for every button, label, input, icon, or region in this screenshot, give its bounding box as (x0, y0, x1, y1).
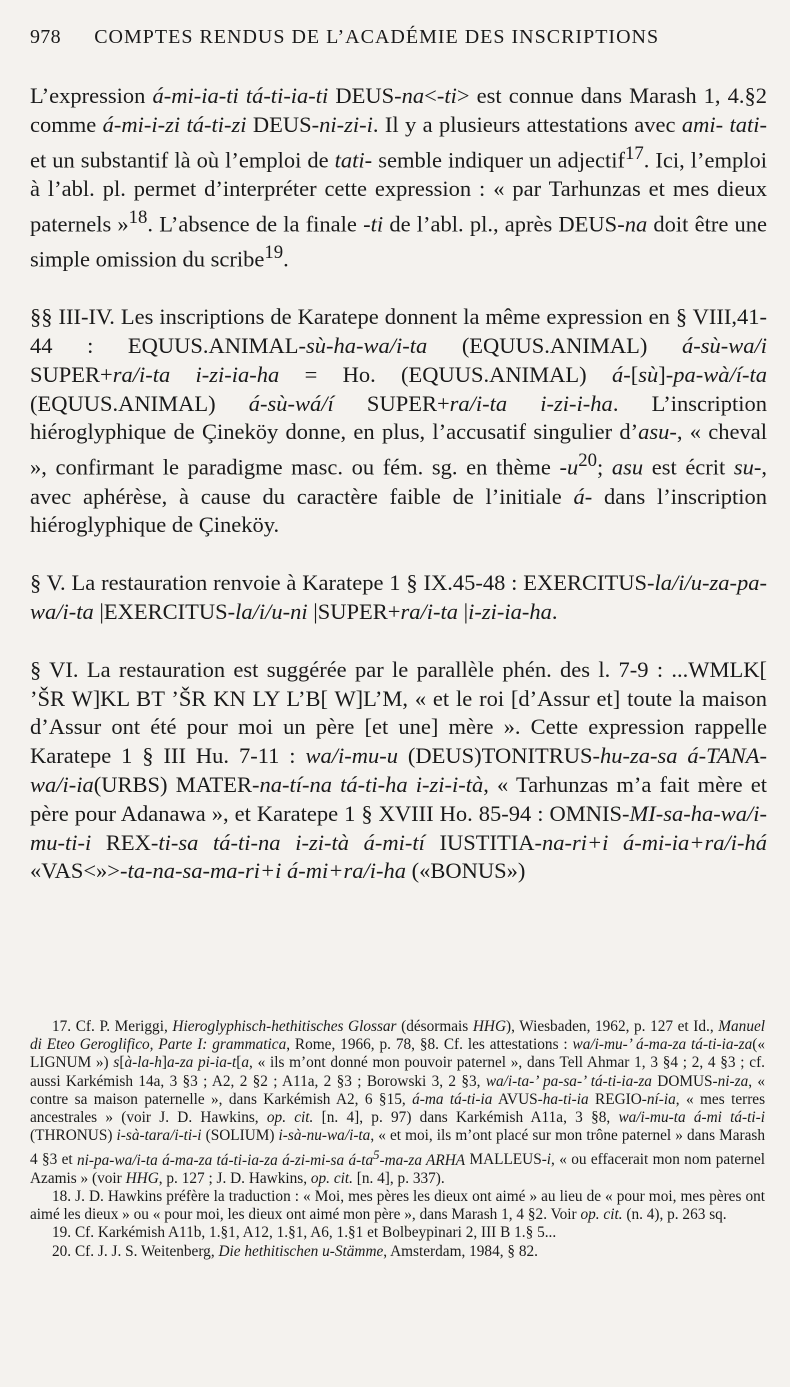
paragraph-section-6: § VI. La restauration est suggérée par le parallèle phén. des l. 7-9 : ...WMLK[ ’ŠR W]KL BT ’ŠR KN LY L’B[ W]L’M, « et le roi [d’Assur et] toute la maison d’Assur ont été pour moi un père [et une] mère ». Cette expression rappelle Karatepe 1 § III Hu. 7-11 : wa/i-mu-u (DEUS)TONITRUS-hu-za-sa á-TANA-wa/i-ia(URBS) MATER-na-tí-na tá-ti-ha i-zi-i-tà, « Tarhunzas m’a fait mère et père pour Adanawa », et Karatepe 1 § XVIII Ho. 85-94 : OMNIS-MI-sa-ha-wa/i-mu-ti-i REX-ti-sa tá-ti-na i-zi-tà á-mi-tí IUSTITIA-na-ri+i á-mi-ia+ra/i-há «VAS<»>-ta-na-sa-ma-ri+i á-mi+ra/i-ha («BONUS») (30, 656, 768, 884)
footnote-17: 17. Cf. P. Meriggi, Hieroglyphisch-hethitisches Glossar (désormais HHG), Wiesbaden, 1962, p. 127 et Id., Manuel di Eteo Geroglifico, Parte I: grammatica, Rome, 1966, p. 78, §8. Cf. les attestations : wa/i-mu-’ á-ma-za tá-ti-ia-za(« LIGNUM ») s[à-la-h]a-za pi-ia-t[a, « ils m’ont donné mon pouvoir paternel », dans Tell Ahmar 1, 3 §4 ; 2, 4 §3 ; cf. aussi Karkémish 14a, 3 §3 ; A2, 2 §2 ; A11a, 2 §3 ; Borowski 3, 2 §3, wa/i-ta-’ pa-sa-’ tá-ti-ia-za DOMUS-ni-za, « contre sa maison paternelle », dans Karkémish A2, 6 §15, á-ma tá-ti-ia AVUS-ha-ti-ia REGIO-ní-ia, « mes terres ancestrales » (voir J. D. Hawkins, op. cit. [n. 4], p. 97) dans Karkémish A11a, 3 §8, wa/i-mu-ta á-mi tá-ti-i (THRONUS) i-sà-tara/i-ti-i (SOLIUM) i-sà-nu-wa/i-ta, « et moi, ils m’ont placé sur mon trône paternel » dans Marash 4 §3 et ni-pa-wa/i-ta á-ma-za tá-ti-ia-za á-zi-mi-sa $á-ta^5-ma-za$ ARHA MALLEUS-i, « ou effacerait mon nom paternel Azamis » (voir HHG, p. 127 ; J. D. Hawkins, op. cit. [n. 4], p. 337). (30, 1018, 766, 1187)
page-number: 978 (30, 26, 61, 48)
running-header (30, 26, 770, 49)
main-text (30, 82, 767, 915)
footnote-19: 19. Cf. Karkémish A11b, 1.§1, A12, 1.§1, A6, 1.§1 et Bolbeypinari 2, III B 1.§ 5... (52, 1224, 557, 1242)
paragraph-section-5: § V. La restauration renvoie à Karatepe 1 § IX.45-48 : EXERCITUS-la/i/u-za-pa-wa/i-ta |EXERCITUS-la/i/u-ni |SUPER+ra/i-ta |i-zi-ia-ha. (30, 570, 767, 624)
paragraph-intro: L’expression á-mi-ia-ti tá-ti-ia-ti DEUS-na<-ti> est connue dans Marash 1, 4.§2 comme á-mi-i-zi tá-ti-zi DEUS-ni-zi-i. Il y a plusieurs attestations avec ami- tati- et un substantif là où l’emploi de tati- semble indiquer un adjectif$^{17}$. Ici, l’emploi à l’abl. pl. permet d’interpréter cette expression : « par Tarhunzas et mes dieux paternels »$^{18}$. L’absence de la finale -ti de l’abl. pl., après DEUS-na doit être une simple omission du scribe$^{19}$. (30, 83, 768, 272)
running-title: COMPTES RENDUS DE L’ACADÉMIE DES INSCRIPTIONS (94, 26, 660, 48)
footnote-20: 20. Cf. J. J. S. Weitenberg, Die hethitischen u-Stämme, Amsterdam, 1984, § 82. (52, 1242, 538, 1260)
paragraph-sections-3-4: §§ III-IV. Les inscriptions de Karatepe donnent la même expression en § VIII,41-44 : EQUUS.ANIMAL-sù-ha-wa/i-ta (EQUUS.ANIMAL) á-sù-wa/i SUPER+ra/i-ta i-zi-ia-ha = Ho. (EQUUS.ANIMAL) á-[sù]-pa-wà/í-ta (EQUUS.ANIMAL) á-sù-wá/í SUPER+ra/i-ta i-zi-i-ha. L’inscription hiéroglyphique de Çineköy donne, en plus, l’accusatif singulier d’asu-, « cheval », confirmant le paradigme masc. ou fém. sg. en thème $-u^{20}$; asu est écrit su-, avec aphérèse, à cause du caractère faible de l’initiale á- dans l’inscription hiéroglyphique de Çineköy. (30, 304, 768, 538)
footnotes (30, 1018, 765, 1261)
footnote-18: 18. J. D. Hawkins préfère la traduction : « Moi, mes pères les dieux ont aimé » au lieu de « pour moi, mes pères ont aimé les dieux » ou « pour moi, les dieux ont aimé mon père », dans Marash 1, 4 §2. Voir op. cit. (n. 4), p. 263 sq. (30, 1187, 765, 1224)
